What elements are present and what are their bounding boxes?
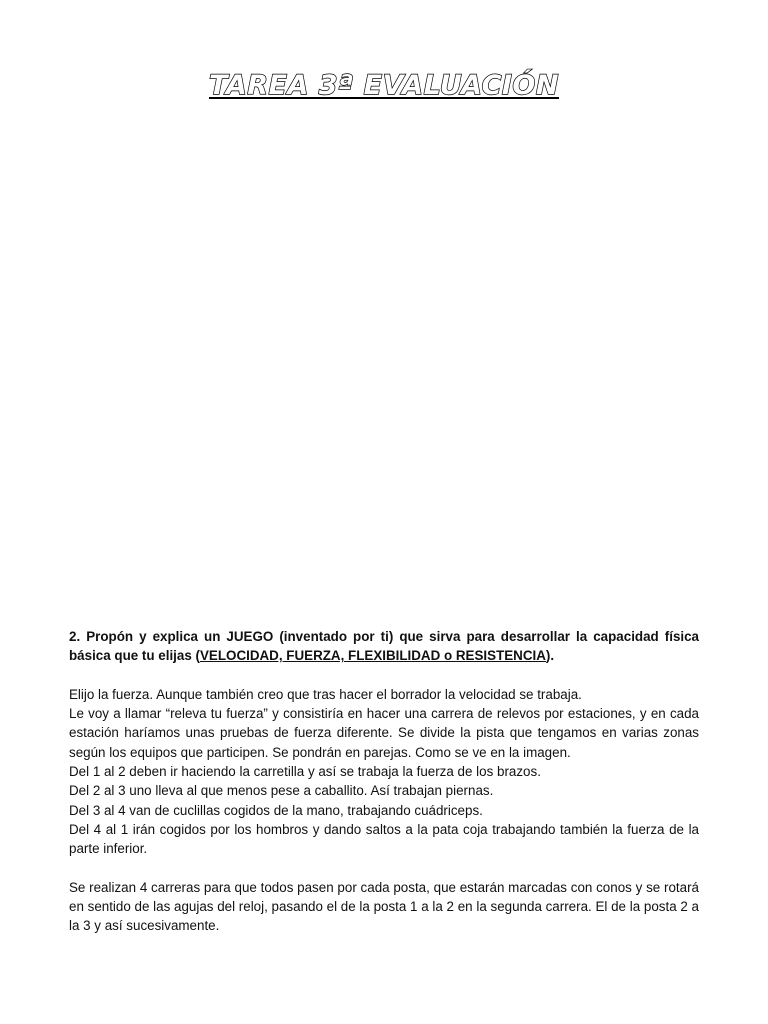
paragraph-station-1-2: Del 1 al 2 deben ir haciendo la carretilla y así se trabaja la fuerza de los brazos.	[69, 764, 541, 780]
paragraph-choice: Elijo la fuerza. Aunque también creo que tras hacer el borrador la velocidad se trabaja.	[69, 686, 582, 702]
spacer	[69, 859, 699, 878]
paragraph-station-4-1: Del 4 al 1 irán cogidos por los hombros y dando saltos a la pata coja trabajando también la fuerza de la parte inferior.	[69, 821, 699, 857]
document-body	[69, 627, 699, 936]
paragraph-station-3-4: Del 3 al 4 van de cuclillas cogidos de la mano, trabajando cuádriceps.	[69, 802, 483, 818]
paragraph-closing: Se realizan 4 carreras para que todos pasen por cada posta, que estarán marcadas con conos y se rotará en sentido de las agujas del reloj, pasando el de la posta 1 a la 2 en la segunda carrera. El de la posta 2 a la 3 y así sucesivamente.	[69, 879, 699, 934]
question-text	[69, 627, 699, 666]
question-options: VELOCIDAD, FUERZA, FLEXIBILIDAD o RESISTENCIA	[199, 648, 546, 664]
paragraph-game-description: Le voy a llamar “releva tu fuerza” y consistiría en hacer una carrera de relevos por estaciones, y en cada estación haríamos unas pruebas de fuerza diferente. Se divide la pista que tengamos en varias zonas según los equipos que participen. Se pondrán en parejas. Como se ve en la imagen.	[69, 706, 699, 760]
spacer	[69, 666, 699, 685]
question-tail: ).	[545, 648, 555, 664]
paragraph-station-2-3: Del 2 al 3 uno lleva al que menos pese a caballito. Así trabajan piernas.	[69, 783, 494, 799]
page-title: TAREA 3ª EVALUACIÓN	[209, 70, 559, 101]
question-lead: 2. Propón y explica un JUEGO (inventado por ti) que sirva para desarrollar la capacidad física básica que tu elijas (	[69, 629, 699, 664]
